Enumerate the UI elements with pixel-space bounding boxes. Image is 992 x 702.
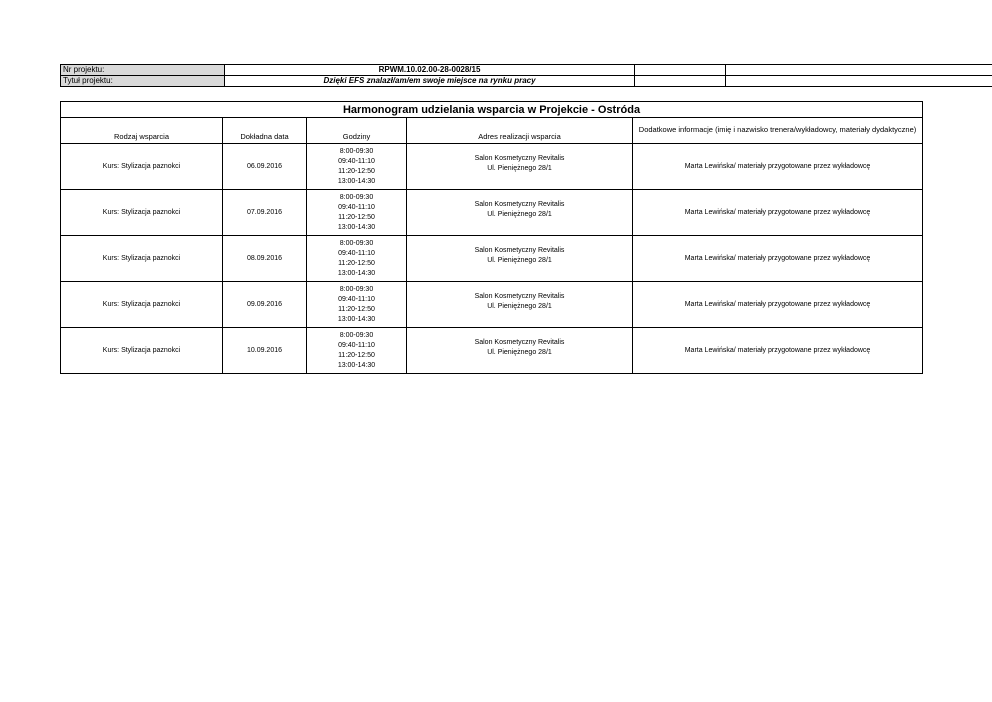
hour-slot: 13:00-14:30 <box>337 361 376 369</box>
project-number-row <box>61 65 992 76</box>
support-type-cell: Kurs: Stylizacja paznokci <box>61 282 223 328</box>
project-title-label: Tytuł projektu: <box>61 76 225 87</box>
hour-slot: 11:20-12:50 <box>338 167 375 175</box>
address-line-2: Ul. Pieniężnego 28/1 <box>487 302 552 310</box>
hour-slot: 09:40-11:10 <box>338 203 375 211</box>
address-line-2: Ul. Pieniężnego 28/1 <box>487 256 552 264</box>
hours-cell <box>307 144 407 190</box>
support-type-cell: Kurs: Stylizacja paznokci <box>61 144 223 190</box>
address-line-2: Ul. Pieniężnego 28/1 <box>487 348 552 356</box>
project-info-table <box>60 64 992 87</box>
date-cell: 07.09.2016 <box>223 190 307 236</box>
date-cell: 10.09.2016 <box>223 328 307 374</box>
address-cell <box>407 328 633 374</box>
schedule-title-row <box>61 102 923 118</box>
hour-slot: 8:00-09:30 <box>339 331 374 339</box>
header-type: Rodzaj wsparcia <box>61 118 223 144</box>
hour-slot: 13:00-14:30 <box>337 223 376 231</box>
address-line-1: Salon Kosmetyczny Revitalis <box>474 154 565 162</box>
additional-info-cell: Marta Lewińska/ materiały przygotowane przez wykładowcę <box>633 328 923 374</box>
address-cell <box>407 282 633 328</box>
address-cell <box>407 144 633 190</box>
address-line-1: Salon Kosmetyczny Revitalis <box>474 200 565 208</box>
hour-slot: 13:00-14:30 <box>337 315 376 323</box>
hour-slot: 8:00-09:30 <box>339 147 374 155</box>
table-row <box>61 282 923 328</box>
support-type-cell: Kurs: Stylizacja paznokci <box>61 328 223 374</box>
hour-slot: 8:00-09:30 <box>339 239 374 247</box>
empty-cell <box>635 76 726 87</box>
hours-cell <box>307 190 407 236</box>
schedule-table <box>60 101 923 374</box>
table-row <box>61 328 923 374</box>
hours-cell <box>307 328 407 374</box>
address-line-2: Ul. Pieniężnego 28/1 <box>487 164 552 172</box>
additional-info-cell: Marta Lewińska/ materiały przygotowane przez wykładowcę <box>633 236 923 282</box>
project-title-row <box>61 76 992 87</box>
project-title-value: Dzięki EFS znalazł/am/em swoje miejsce na rynku pracy <box>225 76 635 87</box>
table-row <box>61 190 923 236</box>
date-cell: 09.09.2016 <box>223 282 307 328</box>
hour-slot: 8:00-09:30 <box>339 193 374 201</box>
date-cell: 08.09.2016 <box>223 236 307 282</box>
address-line-2: Ul. Pieniężnego 28/1 <box>487 210 552 218</box>
hour-slot: 09:40-11:10 <box>338 341 375 349</box>
header-address: Adres realizacji wsparcia <box>407 118 633 144</box>
empty-cell <box>635 65 726 76</box>
hour-slot: 8:00-09:30 <box>339 285 374 293</box>
hours-cell <box>307 236 407 282</box>
empty-cell <box>726 76 992 87</box>
additional-info-cell: Marta Lewińska/ materiały przygotowane przez wykładowcę <box>633 282 923 328</box>
hour-slot: 09:40-11:10 <box>338 157 375 165</box>
header-date: Dokładna data <box>223 118 307 144</box>
additional-info-cell: Marta Lewińska/ materiały przygotowane przez wykładowcę <box>633 190 923 236</box>
support-type-cell: Kurs: Stylizacja paznokci <box>61 236 223 282</box>
support-type-cell: Kurs: Stylizacja paznokci <box>61 190 223 236</box>
header-row <box>61 118 923 144</box>
project-number-value: RPWM.10.02.00-28-0028/15 <box>225 65 635 76</box>
hour-slot: 11:20-12:50 <box>338 351 375 359</box>
project-number-label: Nr projektu: <box>61 65 225 76</box>
address-line-1: Salon Kosmetyczny Revitalis <box>474 338 565 346</box>
address-line-1: Salon Kosmetyczny Revitalis <box>474 292 565 300</box>
table-row <box>61 144 923 190</box>
date-cell: 06.09.2016 <box>223 144 307 190</box>
table-row <box>61 236 923 282</box>
header-info: Dodatkowe informacje (imię i nazwisko trenera/wykładowcy, materiały dydaktyczne) <box>633 118 923 144</box>
address-line-1: Salon Kosmetyczny Revitalis <box>474 246 565 254</box>
empty-cell <box>726 65 992 76</box>
hour-slot: 13:00-14:30 <box>337 269 376 277</box>
header-hours: Godziny <box>307 118 407 144</box>
hour-slot: 11:20-12:50 <box>338 259 375 267</box>
hour-slot: 11:20-12:50 <box>338 305 375 313</box>
schedule-title: Harmonogram udzielania wsparcia w Projekcie - Ostróda <box>61 102 923 118</box>
address-cell <box>407 190 633 236</box>
additional-info-cell: Marta Lewińska/ materiały przygotowane przez wykładowcę <box>633 144 923 190</box>
hours-cell <box>307 282 407 328</box>
hour-slot: 11:20-12:50 <box>338 213 375 221</box>
address-cell <box>407 236 633 282</box>
hour-slot: 13:00-14:30 <box>337 177 376 185</box>
hour-slot: 09:40-11:10 <box>338 295 375 303</box>
hour-slot: 09:40-11:10 <box>338 249 375 257</box>
